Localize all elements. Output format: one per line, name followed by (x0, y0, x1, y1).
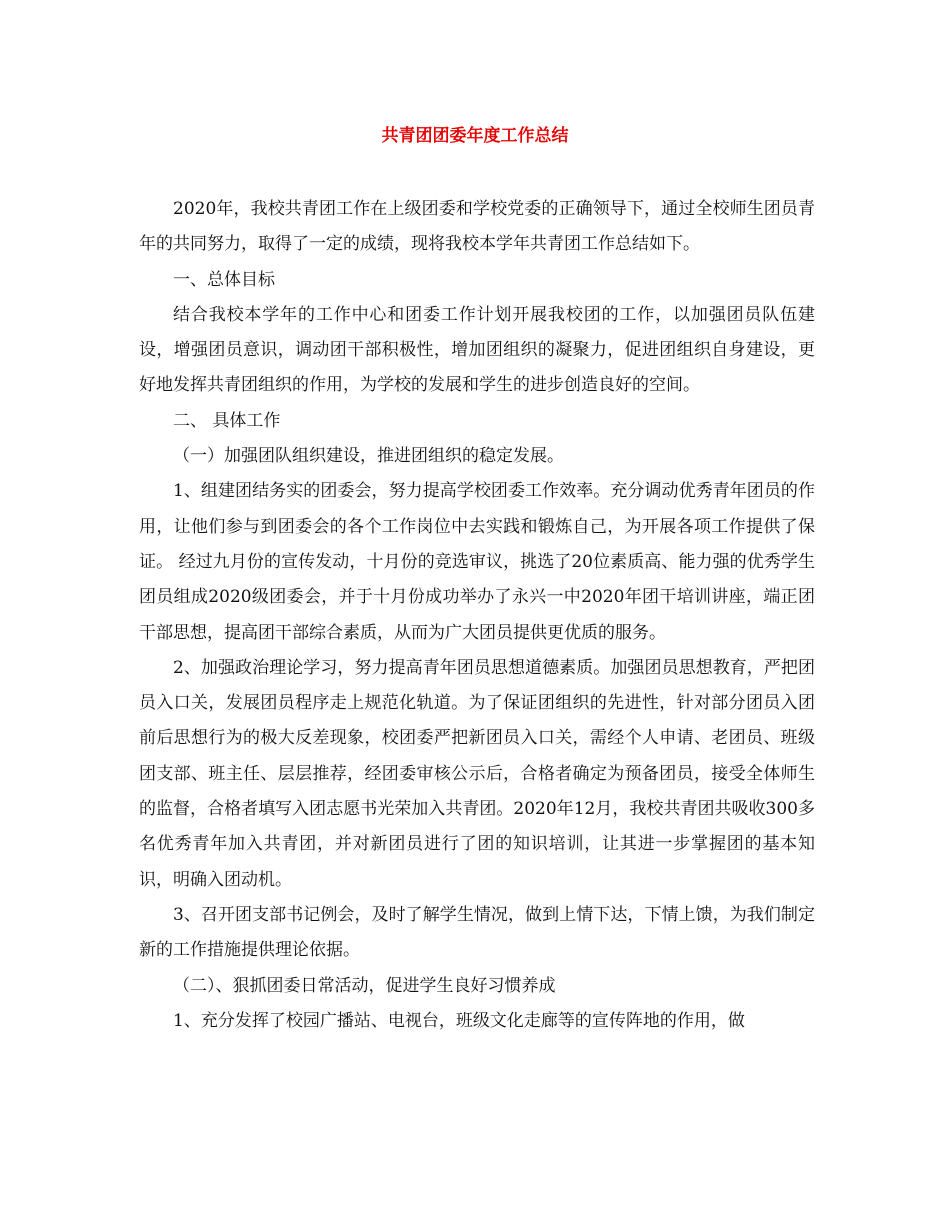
section-heading-specific-work: 二、 具体工作 (173, 410, 281, 431)
paragraph-item-2: 2、加强政治理论学习，努力提高青年团员思想道德素质。加强团员思想教育，严把团员入口关，发展团员程序走上规范化轨道。为了保证团组织的先进性，针对部分团员入团前后思想行为的极大反差现象，校团委严把新团员入口关，需经个人申请、老团员、班级团支部、班主任、层层推荐，经团委审核公示后，合格者确定为预备团员，接受全体师生的监督，合格者填写入团志愿书光荣加入共青团。2020年12月，我校共青团共吸收300多名优秀青年加入共青团，并对新团员进行了团的知识培训，让其进一步掌握团的基本知识，明确入团动机。 (139, 657, 815, 890)
document-body (139, 192, 815, 1039)
paragraph-intro: 2020年，我校共青团工作在上级团委和学校党委的正确领导下，通过全校师生团员青年的共同努力，取得了一定的成绩，现将我校本学年共青团工作总结如下。 (139, 199, 815, 255)
paragraph-activity-1: 1、充分发挥了校园广播站、电视台，班级文化走廊等的宣传阵地的作用，做 (173, 1010, 745, 1031)
subsection-heading-organization: （一）加强团队组织建设，推进团组织的稳定发展。 (173, 446, 564, 467)
paragraph-item-3: 3、召开团支部书记例会，及时了解学生情况，做到上情下达，下情上馈，为我们制定新的工作措施提供理论依据。 (139, 904, 815, 961)
document-title: 共青团团委年度工作总结 (381, 126, 569, 146)
paragraph-item-1: 1、组建团结务实的团委会，努力提高学校团委工作效率。充分调动优秀青年团员的作用，让他们参与到团委会的各个工作岗位中去实践和锻炼自己，为开展各项工作提供了保证。 经过九月份的宣传发动，十月份的竞选审议，挑选了20位素质高、能力强的优秀学生团员组成2020级团委会，并于十月份成功举办了永兴一中2020年团干培训讲座，端正团干部思想，提高团干部综合素质，从而为广大团员提供更优质的服务。 (139, 481, 815, 643)
section-heading-overall-goal: 一、总体目标 (173, 269, 275, 290)
subsection-heading-daily-activities: （二）、狠抓团委日常活动，促进学生良好习惯养成 (173, 975, 556, 996)
paragraph-overall-goal: 结合我校本学年的工作中心和团委工作计划开展我校团的工作，以加强团员队伍建设，增强团员意识，调动团干部积极性，增加团组织的凝聚力，促进团组织自身建设，更好地发挥共青团组织的作用，为学校的发展和学生的进步创造良好的空间。 (139, 304, 815, 396)
